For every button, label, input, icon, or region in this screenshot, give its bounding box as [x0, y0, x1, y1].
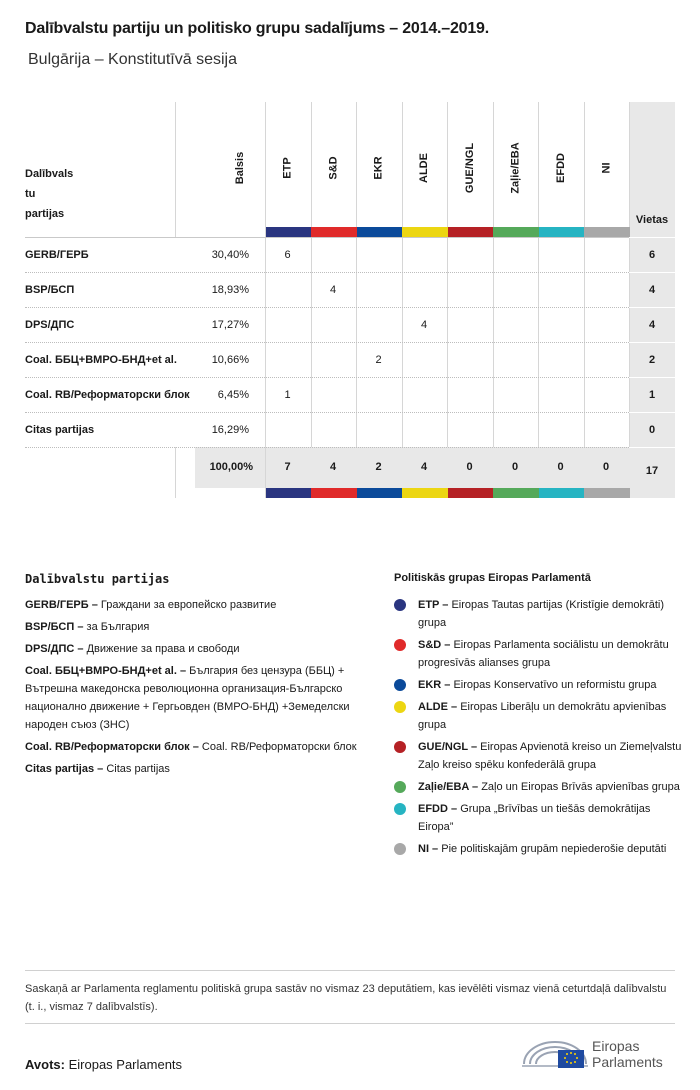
group-column-header: ALDE — [418, 152, 431, 183]
group-color-dot-icon — [394, 741, 406, 753]
group-color-swatch — [311, 227, 357, 237]
group-column-header: EFDD — [554, 152, 567, 183]
group-legend-item: ETP – Eiropas Tautas partijas (Kristīgie demokrāti) grupa — [394, 596, 684, 632]
table-cell-seats: 4 — [420, 319, 428, 331]
column-divider — [175, 102, 176, 237]
row-divider — [25, 447, 629, 448]
group-column-header: GUE/NGL — [463, 142, 476, 193]
table-row-total-seats: 6 — [648, 249, 656, 261]
european-parliament-logo[interactable] — [520, 1034, 680, 1074]
table-row-party: BSP/БСП — [25, 284, 75, 296]
table-row-vote-share: 17,27% — [211, 319, 249, 331]
group-legend-item: ALDE – Eiropas Liberāļu un demokrātu apvienības grupa — [394, 698, 684, 734]
totals-cell: 0 — [511, 461, 519, 473]
party-column-header: Dalībvals tu partijas — [25, 168, 74, 220]
table-row-party: Coal. RB/Реформаторски блок — [25, 389, 190, 401]
group-color-swatch — [266, 227, 312, 237]
group-legend-item: NI – Pie politiskajām grupām nepiederošie deputāti — [394, 840, 684, 858]
totals-cell: 0 — [557, 461, 564, 473]
party-legend-item: Coal. RB/Реформаторски блок – Coal. RB/Реформаторски блок — [25, 741, 357, 753]
group-legend-item: S&D – Eiropas Parlamenta sociālistu un demokrātu progresīvās alianses grupa — [394, 636, 684, 672]
party-legend-item: BSP/БСП – за България — [25, 621, 150, 633]
group-legend-item: EFDD – Grupa „Brīvības un tiešās demokrātijas Eiropa” — [394, 800, 684, 836]
page-subtitle: Bulgārija – Konstitutīvā sesija — [28, 51, 237, 68]
group-column-header: ETP — [281, 156, 294, 179]
row-divider — [25, 412, 629, 413]
column-divider — [175, 447, 176, 498]
table-row-vote-share: 10,66% — [211, 354, 249, 366]
group-color-dot-icon — [394, 803, 406, 815]
group-legend-item: GUE/NGL – Eiropas Apvienotā kreiso un Ziemeļvalstu Zaļo kreiso spēku konfederālā grupa — [394, 738, 684, 774]
party-legend-heading: Dalībvalstu partijas — [25, 572, 170, 586]
table-cell-seats: 4 — [329, 284, 337, 296]
table-row-total-seats: 4 — [648, 319, 656, 331]
row-divider — [25, 377, 629, 378]
parliament-hemicycle-icon — [520, 1034, 590, 1074]
table-row-vote-share: 18,93% — [211, 284, 249, 296]
vietas-row-divider — [629, 447, 675, 448]
group-color-dot-icon — [394, 781, 406, 793]
group-column-header: NI — [600, 162, 613, 173]
table-row-party: DPS/ДПС — [25, 319, 75, 331]
group-color-swatch — [357, 227, 403, 237]
page-title: Dalībvalstu partiju un politisko grupu sadalījums – 2014.–2019. — [25, 20, 489, 37]
vietas-column-background — [629, 102, 675, 498]
table-row-vote-share: 30,40% — [211, 249, 249, 261]
group-column-header: Zaļie/EBA — [509, 141, 522, 194]
row-divider — [25, 307, 629, 308]
group-color-swatch — [448, 488, 494, 498]
group-color-swatch — [493, 488, 539, 498]
table-cell-seats: 1 — [284, 389, 291, 401]
totals-seats: 17 — [645, 465, 659, 477]
group-color-swatch — [448, 227, 494, 237]
group-color-swatch — [584, 227, 630, 237]
totals-cell: 4 — [420, 461, 428, 473]
table-row-vote-share: 16,29% — [211, 424, 249, 436]
group-color-swatch — [493, 227, 539, 237]
row-divider — [25, 272, 629, 273]
group-legend-item: EKR – Eiropas Konservatīvo un reformistu grupa — [394, 676, 684, 694]
party-legend-item: GERB/ГЕРБ – Граждани за европейско развитие — [25, 599, 277, 611]
totals-cell: 0 — [602, 461, 610, 473]
source-value: Eiropas Parlaments — [68, 1057, 183, 1072]
table-row-party: Coal. ББЦ+ВМРО-БНД+et al. — [25, 354, 177, 366]
totals-cell: 7 — [284, 461, 291, 473]
group-legend — [394, 572, 684, 862]
totals-vote-share: 100,00% — [209, 461, 253, 473]
table-cell-seats: 2 — [375, 354, 382, 366]
group-color-swatch — [539, 227, 585, 237]
table-row-party: GERB/ГЕРБ — [25, 249, 89, 261]
group-color-swatch — [357, 488, 403, 498]
party-legend-item: DPS/ДПС – Движение за права и свободи — [25, 643, 240, 655]
group-color-dot-icon — [394, 701, 406, 713]
vietas-row-divider — [629, 237, 675, 238]
group-color-dot-icon — [394, 679, 406, 691]
rules-note: Saskaņā ar Parlamenta reglamentu politiskā grupa sastāv no vismaz 23 deputātiem, kas ievēlēti vismaz vienā ceturtdaļā dalībvalstu (t. i., vismaz 7 dalībvalstīs). — [25, 983, 667, 1013]
group-color-swatch — [402, 488, 448, 498]
balsis-column-header: Balsis — [233, 151, 246, 184]
table-row-total-seats: 1 — [648, 389, 656, 401]
group-color-swatch — [584, 488, 630, 498]
group-color-swatch — [311, 488, 357, 498]
group-color-swatch — [266, 488, 312, 498]
group-legend-item: Zaļie/EBA – Zaļo un Eiropas Brīvās apvienības grupa — [394, 778, 684, 796]
party-legend — [25, 572, 365, 782]
table-row-party: Citas partijas — [25, 424, 95, 436]
group-color-swatch — [402, 227, 448, 237]
party-legend-item: Citas partijas – Citas partijas — [25, 763, 170, 775]
divider — [25, 1023, 675, 1024]
vietas-row-divider — [629, 307, 675, 308]
table-row-vote-share: 6,45% — [217, 389, 249, 401]
source-label: Avots: — [25, 1057, 65, 1072]
table-row-total-seats: 2 — [648, 354, 656, 366]
totals-cell: 2 — [375, 461, 382, 473]
vietas-row-divider — [629, 272, 675, 273]
group-legend-heading: Politiskās grupas Eiropas Parlamentā — [394, 572, 591, 584]
group-color-dot-icon — [394, 843, 406, 855]
group-color-dot-icon — [394, 599, 406, 611]
divider — [25, 970, 675, 971]
logo-text: Eiropas Parlaments — [592, 1038, 663, 1070]
source-line — [25, 1057, 182, 1072]
totals-cell: 0 — [466, 461, 473, 473]
party-legend-item: Coal. ББЦ+ВМРО-БНД+et al. – България без цензура (ББЦ) + Вътрешна македонска революционна организация-Българско национално движение + Гергьовден (ВМРО-БНД) +Земеделски народен съюз (ЗНС) — [25, 665, 350, 731]
group-color-swatch — [539, 488, 585, 498]
vietas-column-header: Vietas — [635, 214, 669, 226]
table-row-total-seats: 0 — [648, 424, 656, 436]
table-cell-seats: 6 — [284, 249, 291, 261]
group-column-header: S&D — [327, 155, 340, 180]
vietas-row-divider — [629, 412, 675, 413]
totals-cell: 4 — [329, 461, 337, 473]
row-divider — [25, 342, 629, 343]
table-row-total-seats: 4 — [648, 284, 656, 296]
group-column-header: EKR — [372, 155, 385, 180]
vietas-row-divider — [629, 342, 675, 343]
vietas-row-divider — [629, 377, 675, 378]
group-color-dot-icon — [394, 639, 406, 651]
seat-distribution-table — [25, 102, 675, 498]
header-divider — [25, 237, 629, 238]
